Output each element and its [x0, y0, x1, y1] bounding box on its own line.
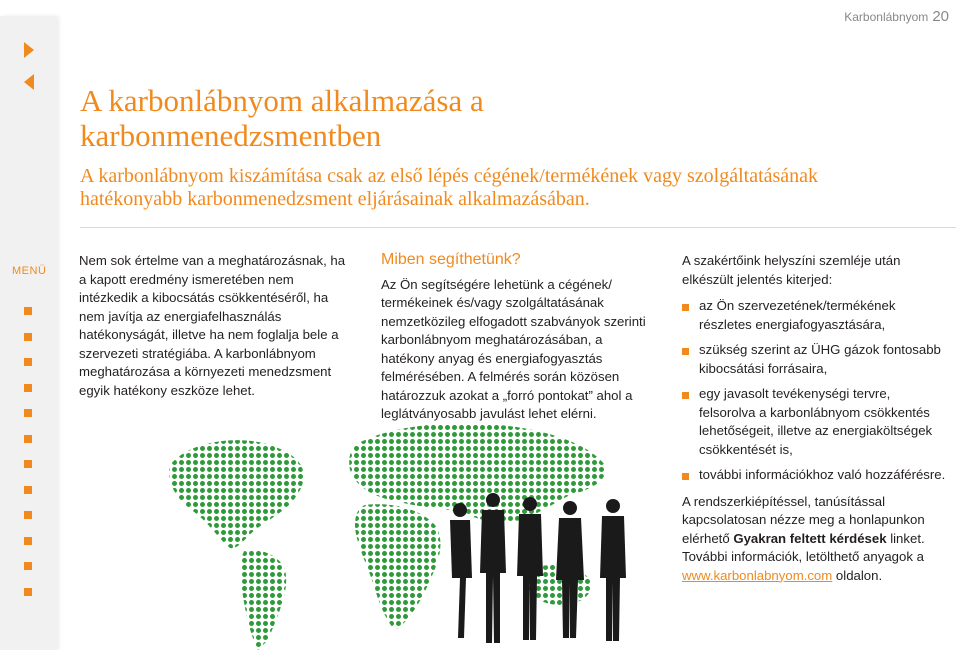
- person-silhouette-1: [450, 503, 472, 638]
- page-header: [844, 8, 949, 25]
- person-silhouette-3: [517, 497, 543, 640]
- report-bullet-list: [682, 297, 950, 485]
- closing-text-3: oldalon.: [832, 567, 883, 583]
- page-subtitle: A karbonlábnyom kiszámítása csak az első lépés cégének/termékének vagy szolgáltatásának hatékonyabb karbonmenedzsment eljárásainak alkalmazásában.: [80, 165, 819, 210]
- menu-square-9[interactable]: [24, 511, 32, 519]
- running-title: Karbonlábnyom: [844, 10, 929, 24]
- menu-square-5[interactable]: [24, 409, 32, 417]
- page-number: 20: [932, 8, 949, 25]
- closing-text-1: A rendszerkiépítéssel, tanúsítással kapcsolatosan nézze meg a honlapunkon elérhető: [682, 493, 925, 546]
- title-line-1: A karbonlábnyom alkalmazása a: [80, 83, 484, 118]
- intro-paragraph: Nem sok értelme van a meghatározásnak, ha a kapott eredmény ismeretében nem intézkedik a kibocsátás csökkentéséről, ha nem javítja az energiafelhasználás hatékonyságát, illetve ha nem foglalja bele a szervezeti stratégiába. A karbonlábnyom meghatározása a környezeti menedzsment egyik hatékony eszköze lehet.: [79, 253, 346, 398]
- menu-link[interactable]: MENÜ: [12, 265, 47, 277]
- continent-south-america: [240, 550, 286, 650]
- faq-link-text: Gyakran feltett kérdések: [733, 530, 887, 546]
- report-bullet-2: szükség szerint az ÜHG gázok fontosabb kibocsátási forrásaira,: [682, 341, 950, 378]
- website-link[interactable]: www.karbonlabnyom.com: [682, 567, 833, 583]
- next-page-icon[interactable]: [24, 42, 34, 58]
- closing-paragraph: [682, 493, 950, 586]
- person-silhouette-4: [556, 501, 584, 638]
- person-silhouette-2: [480, 493, 506, 643]
- how-we-help-paragraph: Az Ön segítségére lehetünk a cégének/ termékeinek és/vagy szolgáltatásának nemzetközileg elfogadott szabványok szerinti karbonlábnyom meghatározásában, a hatékony anyag és energiafogyasztás felmérésében. A felmérés során közösen határozzuk azokat a „forró pontokat” ahol a leglátványosabb javulást lehet elérni.: [381, 276, 646, 421]
- continent-north-america: [169, 440, 304, 548]
- menu-square-1[interactable]: [24, 307, 32, 315]
- previous-page-icon[interactable]: [24, 74, 34, 90]
- menu-square-2[interactable]: [24, 333, 32, 341]
- person-silhouette-5: [600, 499, 626, 641]
- menu-square-10[interactable]: [24, 537, 32, 545]
- page-title: [80, 83, 484, 153]
- report-bullet-3: egy javasolt tevékenységi tervre, felsorolva a karbonlábnyom csökkentés lehetőségeit, illetve az energiaköltségek csökkentését is,: [682, 385, 950, 459]
- menu-square-4[interactable]: [24, 384, 32, 392]
- report-bullet-1: az Ön szervezetének/termékének részletes energiafogyasztására,: [682, 297, 950, 334]
- title-line-2: karbonmenedzsmentben: [80, 118, 382, 153]
- continent-africa: [355, 504, 440, 630]
- column-intro: [79, 252, 354, 400]
- column-how-we-help: [381, 252, 656, 424]
- menu-square-7[interactable]: [24, 460, 32, 468]
- report-intro: A szakértőink helyszíni szemléje után elkészült jelentés kiterjed:: [682, 253, 901, 287]
- menu-items: [24, 307, 32, 613]
- business-people-silhouettes: [438, 488, 653, 648]
- menu-square-8[interactable]: [24, 486, 32, 494]
- menu-square-6[interactable]: [24, 435, 32, 443]
- report-bullet-4: további információkhoz való hozzáférésre.: [682, 466, 950, 485]
- sidebar-nav: [0, 16, 57, 650]
- menu-square-3[interactable]: [24, 358, 32, 366]
- menu-square-11[interactable]: [24, 562, 32, 570]
- closing-text-2: linket. További információk, letölthető anyagok a: [682, 530, 925, 564]
- menu-square-12[interactable]: [24, 588, 32, 596]
- header-divider: [80, 227, 956, 228]
- column-report-contents: [682, 252, 950, 585]
- how-we-help-heading: Miben segíthetünk?: [381, 251, 521, 268]
